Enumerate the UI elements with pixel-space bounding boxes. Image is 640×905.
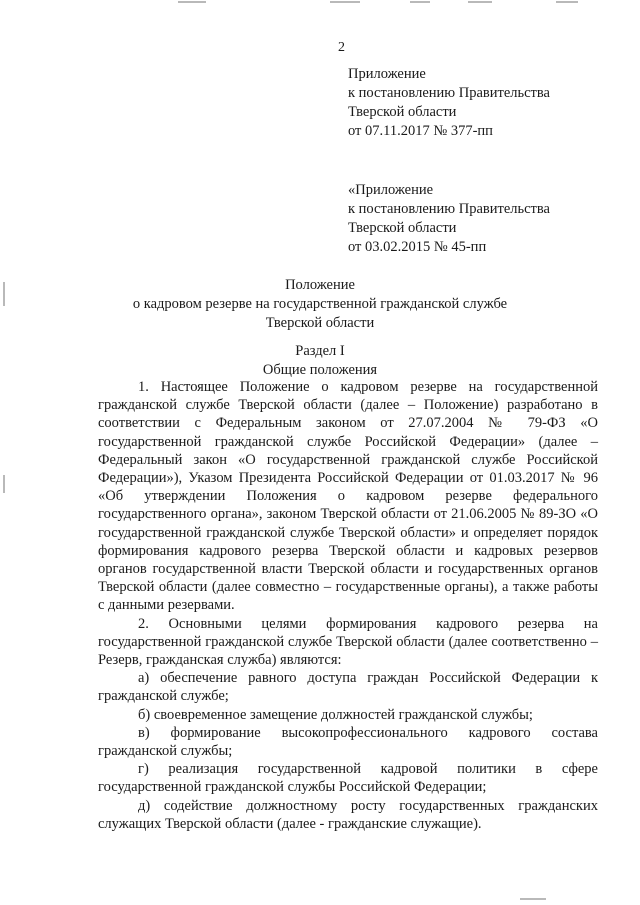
appendix-header-original (348, 181, 550, 257)
appendix-line: Приложение (348, 66, 426, 82)
appendix-line: к постановлению Правительства (348, 201, 550, 217)
scan-artifact (410, 1, 430, 3)
document-title (0, 276, 640, 333)
paragraph: в) формирование высокопрофессионального кадрового состава гражданской службы; (98, 724, 598, 760)
appendix-line: к постановлению Правительства (348, 85, 550, 101)
title-line: Положение (285, 277, 355, 293)
scan-artifact (520, 898, 546, 900)
appendix-line: Тверской области (348, 220, 457, 236)
paragraph: г) реализация государственной кадровой политики в сфере государственной гражданской службы Российской Федерации; (98, 761, 598, 796)
title-line: Тверской области (265, 315, 375, 331)
paragraph: д) содействие должностному росту государственных гражданских служащих Тверской области (далее - гражданские служащие). (98, 797, 598, 832)
appendix-line: «Приложение (348, 182, 434, 198)
scan-artifact (468, 1, 492, 3)
appendix-line: от 07.11.2017 № 377-пп (348, 123, 493, 139)
title-line: о кадровом резерве на государственной гражданской службе (132, 296, 508, 312)
scan-artifact (178, 1, 206, 3)
paragraph: а) обеспечение равного доступа граждан Российской Федерации к гражданской службе; (98, 670, 598, 705)
section-name: Общие положения (262, 362, 378, 378)
paragraph: б) своевременное замещение должностей гражданской службы; (138, 706, 533, 723)
scan-artifact (330, 1, 360, 3)
section-number: Раздел I (295, 343, 345, 359)
scan-artifact (3, 475, 5, 493)
paragraph: 1. Настоящее Положение о кадровом резерве на государственной гражданской службе Тверской области (далее – Положение) разработано в соответствии с Федеральным законом от 27.07.2004 № 79-ФЗ «О государственной гражданской службе Российской Федерации» (далее – Федеральный закон «О государственной гражданской службе Российской Федерации»), Указом Президента Российской Федерации от 01.03.2017 № 96 «Об утверждении Положения о кадровом резерве федерального государственного органа», законом Тверской области от 21.06.2005 № 89-ЗО «О государственной гражданской службе Тверской области» и определяет порядок формирования кадрового резерва Тверской области и кадровых резервов органов государственной власти Тверской области и государственных органов Тверской области (далее совместно – государственные органы), а также работы с данными резервами. (98, 379, 598, 614)
document-body (98, 378, 598, 833)
scan-artifact (556, 1, 578, 3)
section-heading (0, 342, 640, 380)
appendix-line: Тверской области (348, 104, 457, 120)
page-number: 2 (338, 40, 345, 55)
appendix-line: от 03.02.2015 № 45-пп (348, 239, 487, 255)
paragraph: 2. Основными целями формирования кадрового резерва на государственной гражданской службе Тверской области (далее соответственно – Резерв, гражданская служба) являются: (98, 615, 598, 669)
appendix-header-current (348, 65, 550, 141)
